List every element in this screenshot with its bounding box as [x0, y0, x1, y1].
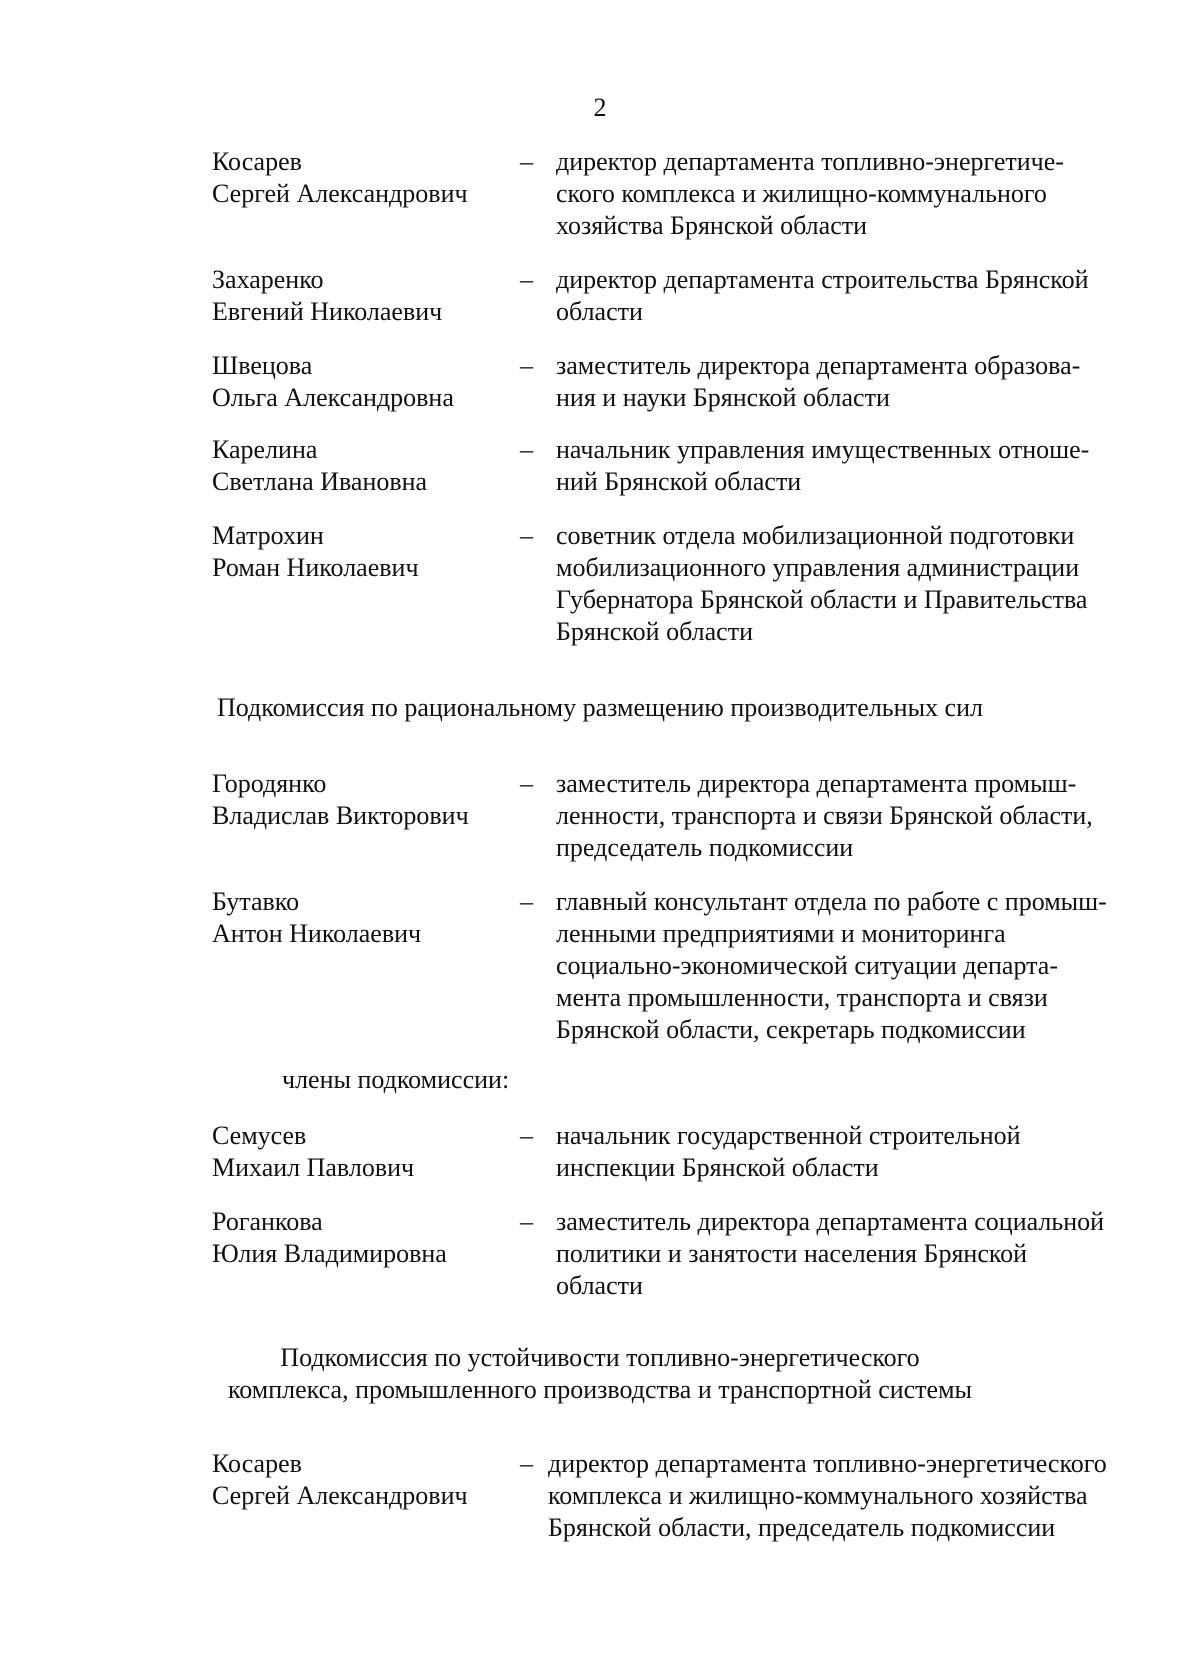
position-line: ний Брянской области [556, 467, 802, 496]
member-position [548, 1448, 1148, 1544]
member-given-name: Сергей Александрович [212, 179, 468, 208]
position-line: директор департамента строительства Брянской [556, 265, 1089, 294]
member-position [556, 434, 1156, 498]
position-line: Брянской области, председатель подкомиссии [548, 1513, 1056, 1542]
member-name [212, 350, 512, 414]
member-given-name: Сергей Александрович [212, 1481, 468, 1510]
member-given-name: Ольга Александровна [212, 383, 454, 412]
dash-separator: – [520, 769, 533, 798]
position-line: области [556, 1271, 643, 1300]
dash-separator: – [520, 1121, 533, 1150]
member-surname: Роганкова [212, 1207, 323, 1236]
position-line: заместитель директора департамента социальной [556, 1207, 1105, 1236]
member-position [556, 146, 1156, 242]
position-line: мента промышленности, транспорта и связи [556, 983, 1048, 1012]
member-name [212, 146, 512, 210]
position-line: хозяйства Брянской области [556, 211, 868, 240]
position-line: политики и занятости населения Брянской [556, 1239, 1028, 1268]
position-line: ленности, транспорта и связи Брянской области, [556, 801, 1093, 830]
dash-separator: – [520, 351, 533, 380]
member-surname: Швецова [212, 351, 313, 380]
position-line: начальник управления имущественных отноше- [556, 435, 1090, 464]
member-name [212, 434, 512, 498]
member-name [212, 520, 512, 584]
heading-line: Подкомиссия по устойчивости топливно-энергетического [280, 1343, 920, 1372]
member-given-name: Светлана Ивановна [212, 467, 428, 496]
position-line: Губернатора Брянской области и Правительства [556, 585, 1088, 614]
page-number: 2 [593, 93, 607, 122]
member-position [556, 350, 1156, 414]
dash-separator: – [520, 1449, 533, 1478]
member-position [556, 1206, 1156, 1302]
position-line: начальник государственной строительной [556, 1121, 1021, 1150]
dash-separator: – [520, 147, 533, 176]
position-line: социально-экономической ситуации департа- [556, 951, 1058, 980]
member-surname: Городянко [212, 769, 327, 798]
member-given-name: Михаил Павлович [212, 1153, 415, 1182]
member-given-name: Владислав Викторович [212, 801, 469, 830]
member-given-name: Евгений Николаевич [212, 297, 443, 326]
heading-line: комплекса, промышленного производства и транспортной системы [227, 1375, 973, 1404]
member-surname: Матрохин [212, 521, 324, 550]
member-surname: Бутавко [212, 887, 300, 916]
position-line: ленными предприятиями и мониторинга [556, 919, 1006, 948]
member-given-name: Антон Николаевич [212, 919, 422, 948]
dash-separator: – [520, 265, 533, 294]
position-line: ния и науки Брянской области [556, 383, 890, 412]
member-position [556, 264, 1156, 328]
member-position [556, 886, 1156, 1046]
member-name [212, 768, 512, 832]
position-line: мобилизационного управления администрации [556, 553, 1080, 582]
subcommission-heading [0, 1342, 1200, 1406]
dash-separator: – [520, 1207, 533, 1236]
member-surname: Карелина [212, 435, 318, 464]
member-position [556, 1120, 1156, 1184]
member-surname: Косарев [212, 1449, 302, 1478]
member-surname: Захаренко [212, 265, 324, 294]
member-position [556, 768, 1156, 864]
position-line: заместитель директора департамента промыш- [556, 769, 1077, 798]
position-line: области [556, 297, 643, 326]
dash-separator: – [520, 887, 533, 916]
members-label: члены подкомиссии: [282, 1065, 510, 1094]
member-surname: Семусев [212, 1121, 307, 1150]
member-given-name: Юлия Владимировна [212, 1239, 447, 1268]
member-name [212, 264, 512, 328]
member-surname: Косарев [212, 147, 302, 176]
member-given-name: Роман Николаевич [212, 553, 419, 582]
position-line: директор департамента топливно-энергетического [548, 1449, 1107, 1478]
dash-separator: – [520, 521, 533, 550]
dash-separator: – [520, 435, 533, 464]
position-line: директор департамента топливно-энергетиче- [556, 147, 1064, 176]
member-position [556, 520, 1156, 648]
member-name [212, 1448, 512, 1512]
member-name [212, 1206, 512, 1270]
position-line: заместитель директора департамента образова- [556, 351, 1081, 380]
member-name [212, 886, 512, 950]
position-line: главный консультант отдела по работе с промыш- [556, 887, 1107, 916]
position-line: комплекса и жилищно-коммунального хозяйства [548, 1481, 1088, 1510]
position-line: советник отдела мобилизационной подготовки [556, 521, 1075, 550]
position-line: председатель подкомиссии [556, 833, 854, 862]
position-line: Брянской области [556, 617, 753, 646]
member-name [212, 1120, 512, 1184]
position-line: инспекции Брянской области [556, 1153, 879, 1182]
position-line: ского комплекса и жилищно-коммунального [556, 179, 1047, 208]
position-line: Брянской области, секретарь подкомиссии [556, 1015, 1026, 1044]
subcommission-heading: Подкомиссия по рациональному размещению производительных сил [217, 693, 983, 722]
